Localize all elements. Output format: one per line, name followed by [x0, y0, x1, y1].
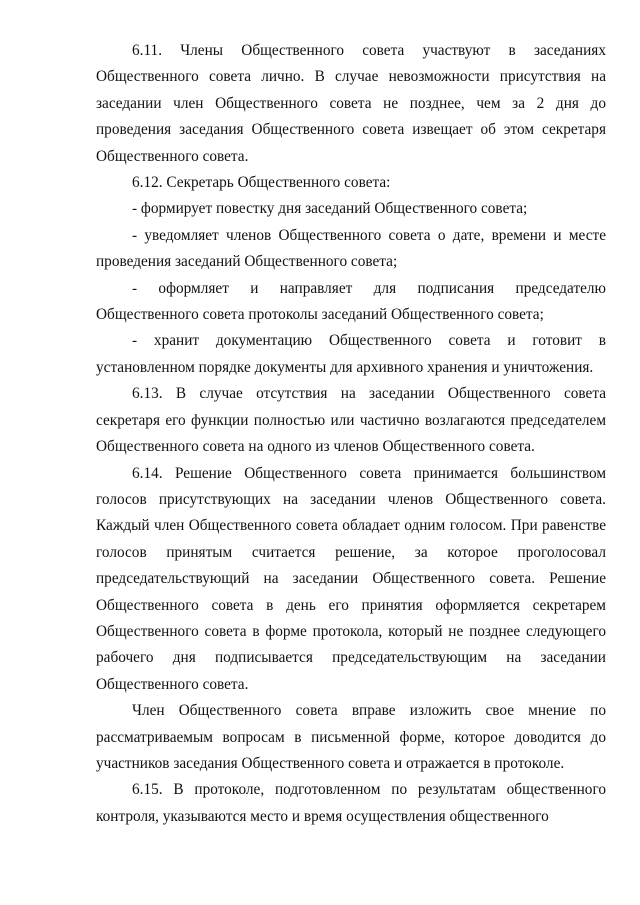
document-body	[96, 38, 606, 830]
list-item-protocols: - оформляет и направляет для подписания председателю Общественного совета протоколы заседаний Общественного совета;	[96, 279, 606, 324]
list-item-archive: - хранит документацию Общественного совета и готовит в установленном порядке документы для архивного хранения и уничтожения.	[96, 332, 606, 376]
paragraph-6-12: 6.12. Секретарь Общественного совета:	[132, 174, 391, 192]
paragraph-6-11: 6.11. Члены Общественного совета участвуют в заседаниях Общественного совета лично. В случае невозможности присутствия на заседании член Общественного совета не позднее, чем за 2 дня до проведения заседания Общественного совета извещает об этом секретаря Общественного совета.	[96, 42, 606, 165]
paragraph-member-opinion: Член Общественного совета вправе изложить свое мнение по рассматриваемым вопросам в письменной форме, которое доводится до участников заседания Общественного совета и отражается в протоколе.	[96, 702, 606, 772]
list-item-notify: - уведомляет членов Общественного совета о дате, времени и месте проведения заседаний Общественного совета;	[96, 226, 606, 271]
paragraph-6-15: 6.15. В протоколе, подготовленном по результатам общественного контроля, указываются место и время осуществления общественного	[96, 781, 606, 825]
list-item-agenda: - формирует повестку дня заседаний Общественного совета;	[132, 200, 528, 218]
paragraph-6-13: 6.13. В случае отсутствия на заседании Общественного совета секретаря его функции полностью или частично возлагаются председателем Общественного совета на одного из членов Общественного совета.	[96, 385, 606, 456]
paragraph-6-14: 6.14. Решение Общественного совета принимается большинством голосов присутствующих на заседании членов Общественного совета. Каждый член Общественного совета обладает одним голосом. При равенстве голосов принятым считается решение, за которое проголосовал председательствующий на заседании Общественного совета. Решение Общественного совета в день его принятия оформляется секретарем Общественного совета в форме протокола, который не позднее следующего рабочего дня подписывается председательствующим на заседании Общественного совета.	[96, 464, 606, 693]
